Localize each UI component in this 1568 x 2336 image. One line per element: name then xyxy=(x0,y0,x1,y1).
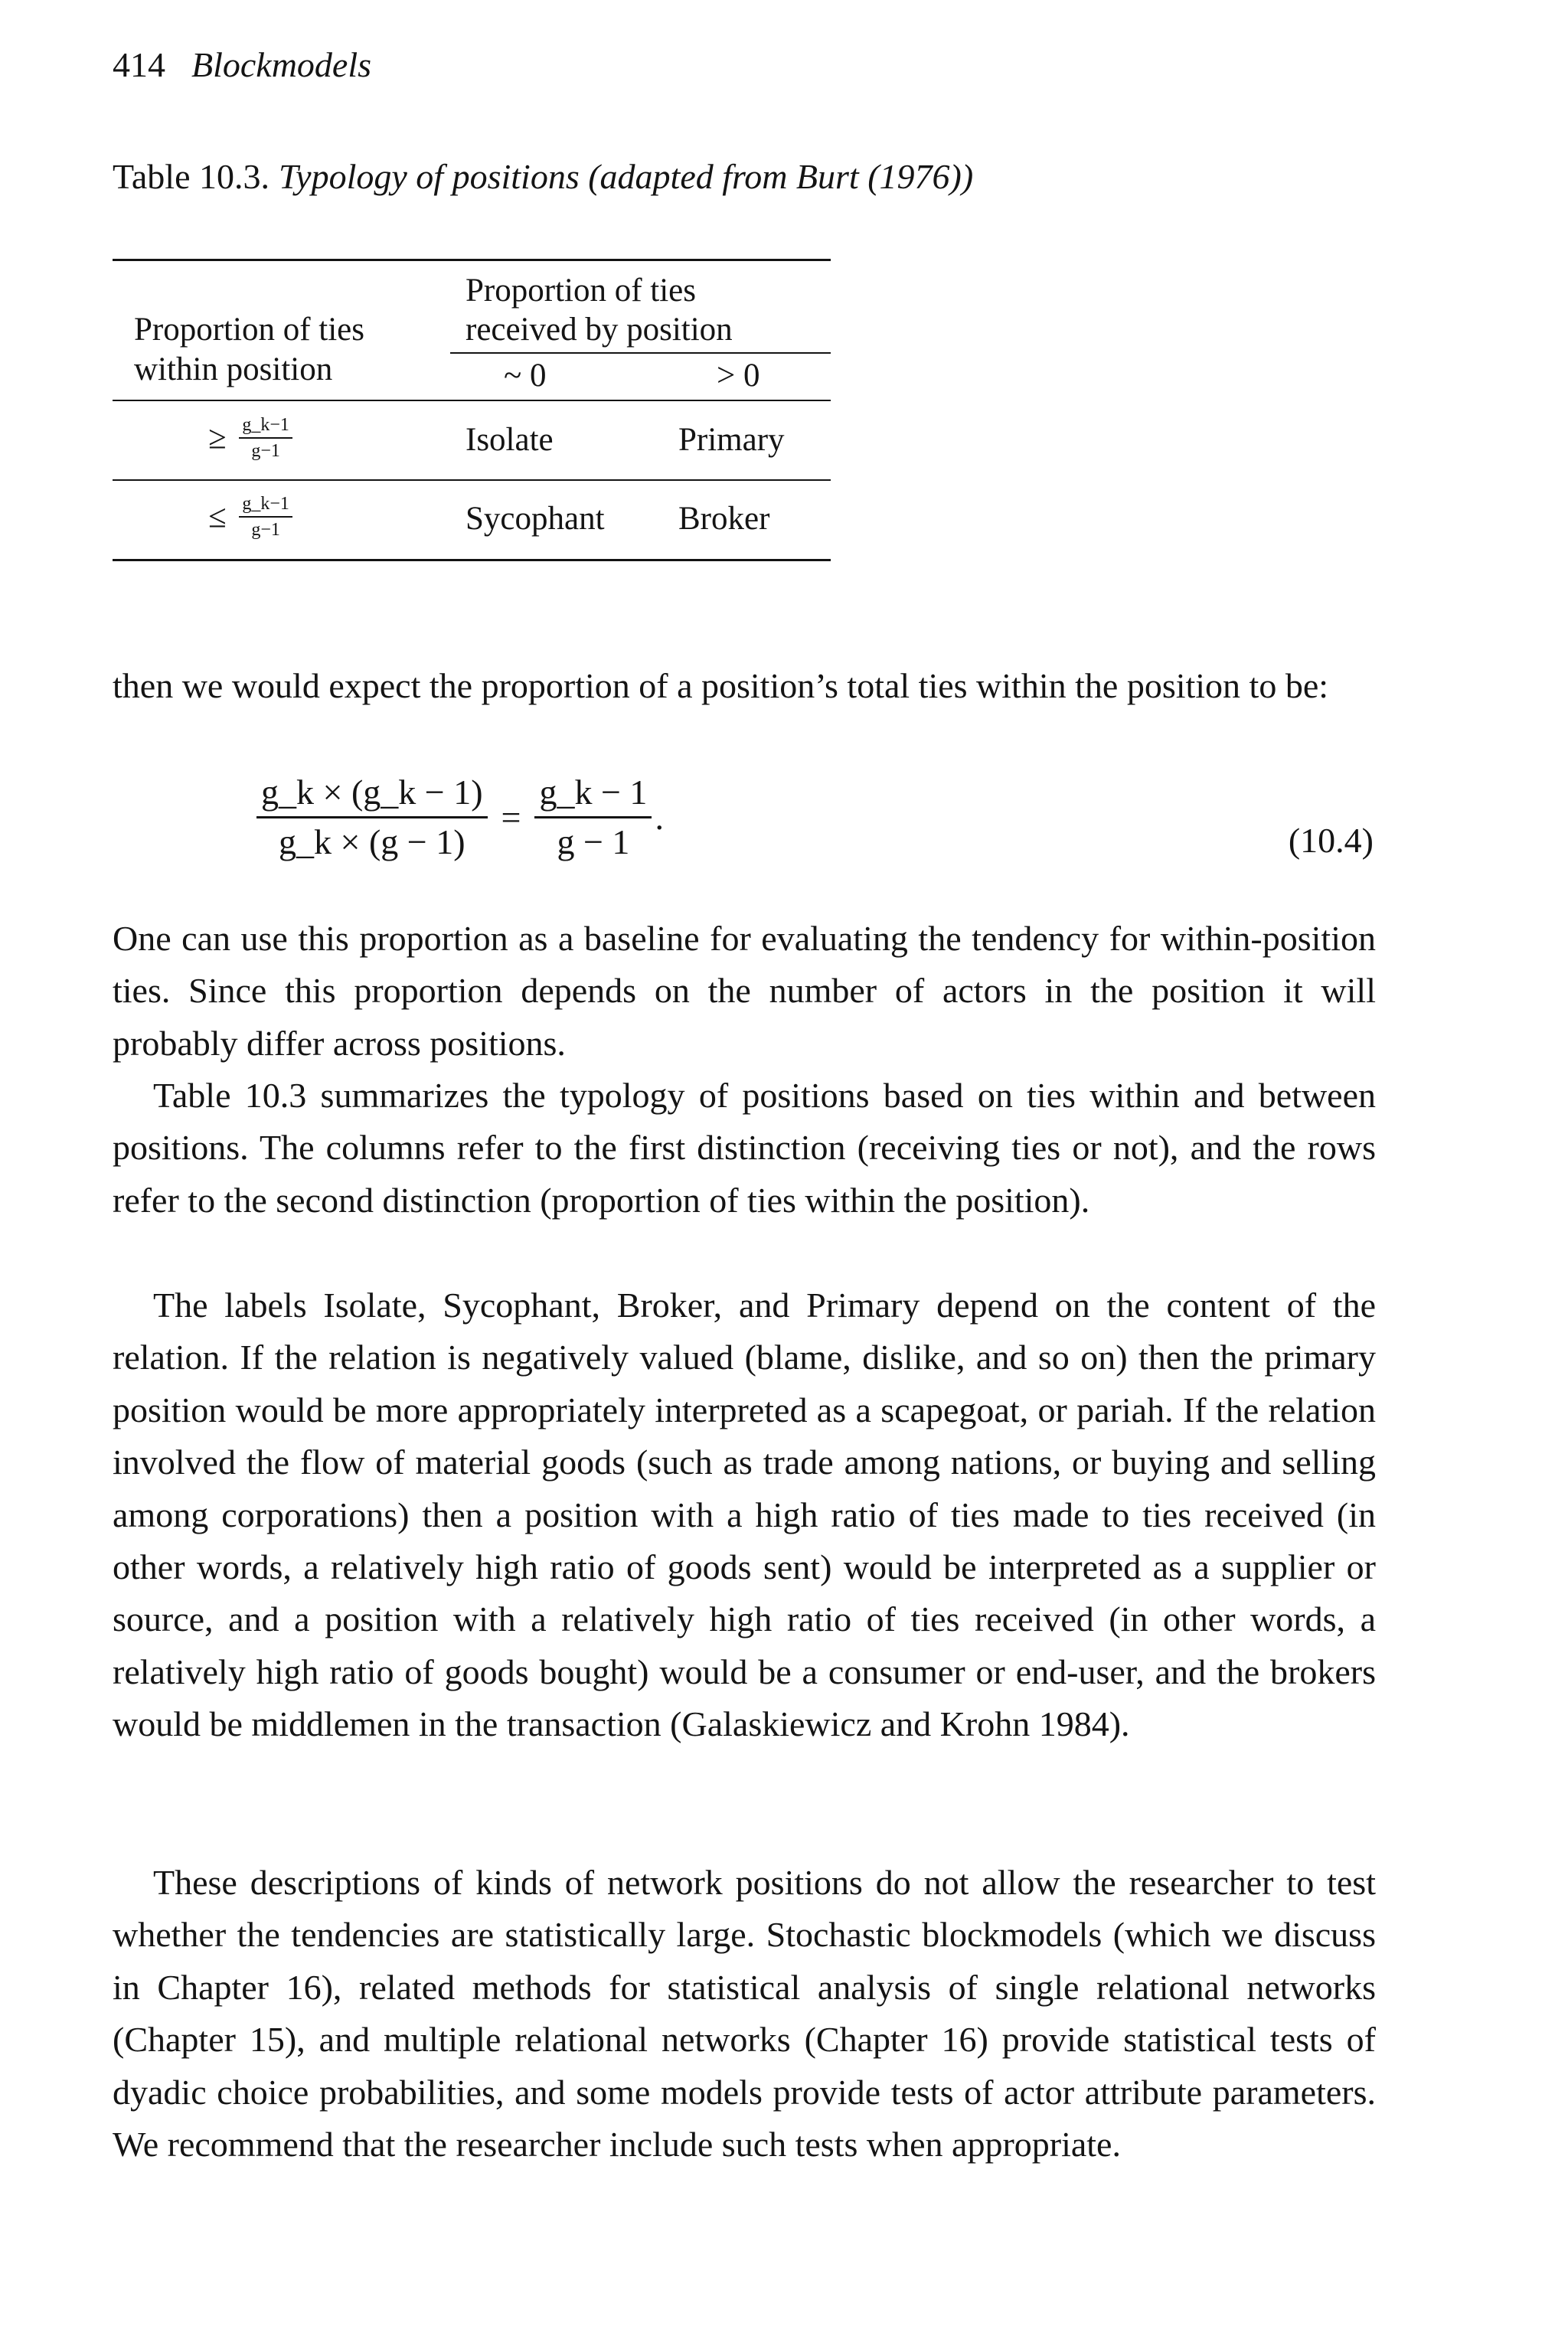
row1-frac-den: g−1 xyxy=(239,437,292,460)
row2-frac-den: g−1 xyxy=(239,516,292,539)
table-caption-title: Typology of positions (adapted from Burt (1976)) xyxy=(279,157,974,196)
table-caption xyxy=(113,156,973,197)
equation-rhs-num: g_k − 1 xyxy=(539,773,648,812)
cell-broker: Broker xyxy=(678,501,770,537)
equation-period: . xyxy=(655,798,664,837)
col-header-left-line2: within position xyxy=(134,351,333,387)
page-number: 414 xyxy=(113,45,165,84)
sub-header-greater-zero: > 0 xyxy=(717,358,760,394)
col-header-right-line1: Proportion of ties xyxy=(466,273,696,309)
spanner-rule xyxy=(450,352,831,354)
running-head xyxy=(113,44,371,85)
equation-rhs xyxy=(534,775,652,860)
paragraph-1: One can use this proportion as a baseline for evaluating the tendency for within-position ties. Since this proportion depends on the number of actors in the position it will probably differ across positions. xyxy=(113,919,1376,1063)
row2-fraction xyxy=(239,495,292,539)
equation-number: (10.4) xyxy=(1288,821,1374,860)
paragraph-3: The labels Isolate, Sycophant, Broker, and Primary depend on the content of the relation. If the relation is negatively valued (blame, dislike, and so on) then the primary position would be more appropriately interpreted as a scapegoat, or pariah. If the relation involved the flow of material goods (such as trade among nations, or buying and selling among corporations) then a position with a high ratio of ties made to ties received (in other words, a relatively high ratio of goods sent) would be interpreted as a supplier or source, and a position with a relatively high ratio of ties received (in other words, a relatively high ratio of goods bought) would be a consumer or end-user, and the brokers would be middlemen in the transaction (Galaskiewicz and Krohn 1984). xyxy=(113,1286,1376,1744)
equation-lhs xyxy=(256,775,488,860)
row-divider-rule xyxy=(113,479,831,481)
table-caption-label: Table 10.3. xyxy=(113,157,270,196)
row2-frac-num: g_k−1 xyxy=(242,494,289,514)
paragraph-intro: then we would expect the proportion of a position’s total ties within the position to be: xyxy=(113,666,1329,705)
row2-relation: ≤ xyxy=(208,498,227,535)
row1-relation: ≥ xyxy=(208,420,227,456)
table-bottom-rule xyxy=(113,559,831,561)
row1-condition xyxy=(208,416,292,460)
equation-10-4 xyxy=(256,775,664,860)
equation-lhs-den: g_k × (g − 1) xyxy=(256,816,488,860)
header-bottom-rule xyxy=(113,400,831,401)
col-header-left-line1: Proportion of ties xyxy=(134,312,364,348)
equation-lhs-num: g_k × (g_k − 1) xyxy=(261,773,483,812)
paragraph-2: Table 10.3 summarizes the typology of positions based on ties within and between positions. The columns refer to the first distinction (receiving ties or not), and the rows refer to the second distinction (proportion of ties within the position). xyxy=(113,1076,1376,1220)
paragraph-4: These descriptions of kinds of network positions do not allow the researcher to test whether the tendencies are statistically large. Stochastic blockmodels (which we discuss in Chapter 16), related methods for statistical analysis of single relational networks (Chapter 15), and multiple relational networks (Chapter 16) provide statistical tests of dyadic choice probabilities, and some models provide tests of actor attribute parameters. We recommend that the researcher include such tests when appropriate. xyxy=(113,1863,1376,2164)
equation-rhs-den: g − 1 xyxy=(534,816,652,860)
row1-fraction xyxy=(239,416,292,460)
cell-primary: Primary xyxy=(678,422,785,458)
equation-equals: = xyxy=(501,798,521,837)
row2-condition xyxy=(208,495,292,539)
cell-sycophant: Sycophant xyxy=(466,501,605,537)
cell-isolate: Isolate xyxy=(466,422,554,458)
col-header-right-line2: received by position xyxy=(466,312,733,348)
table-top-rule xyxy=(113,259,831,261)
row1-frac-num: g_k−1 xyxy=(242,415,289,435)
running-head-title: Blockmodels xyxy=(191,45,372,84)
sub-header-approx-zero: ~ 0 xyxy=(504,358,547,394)
